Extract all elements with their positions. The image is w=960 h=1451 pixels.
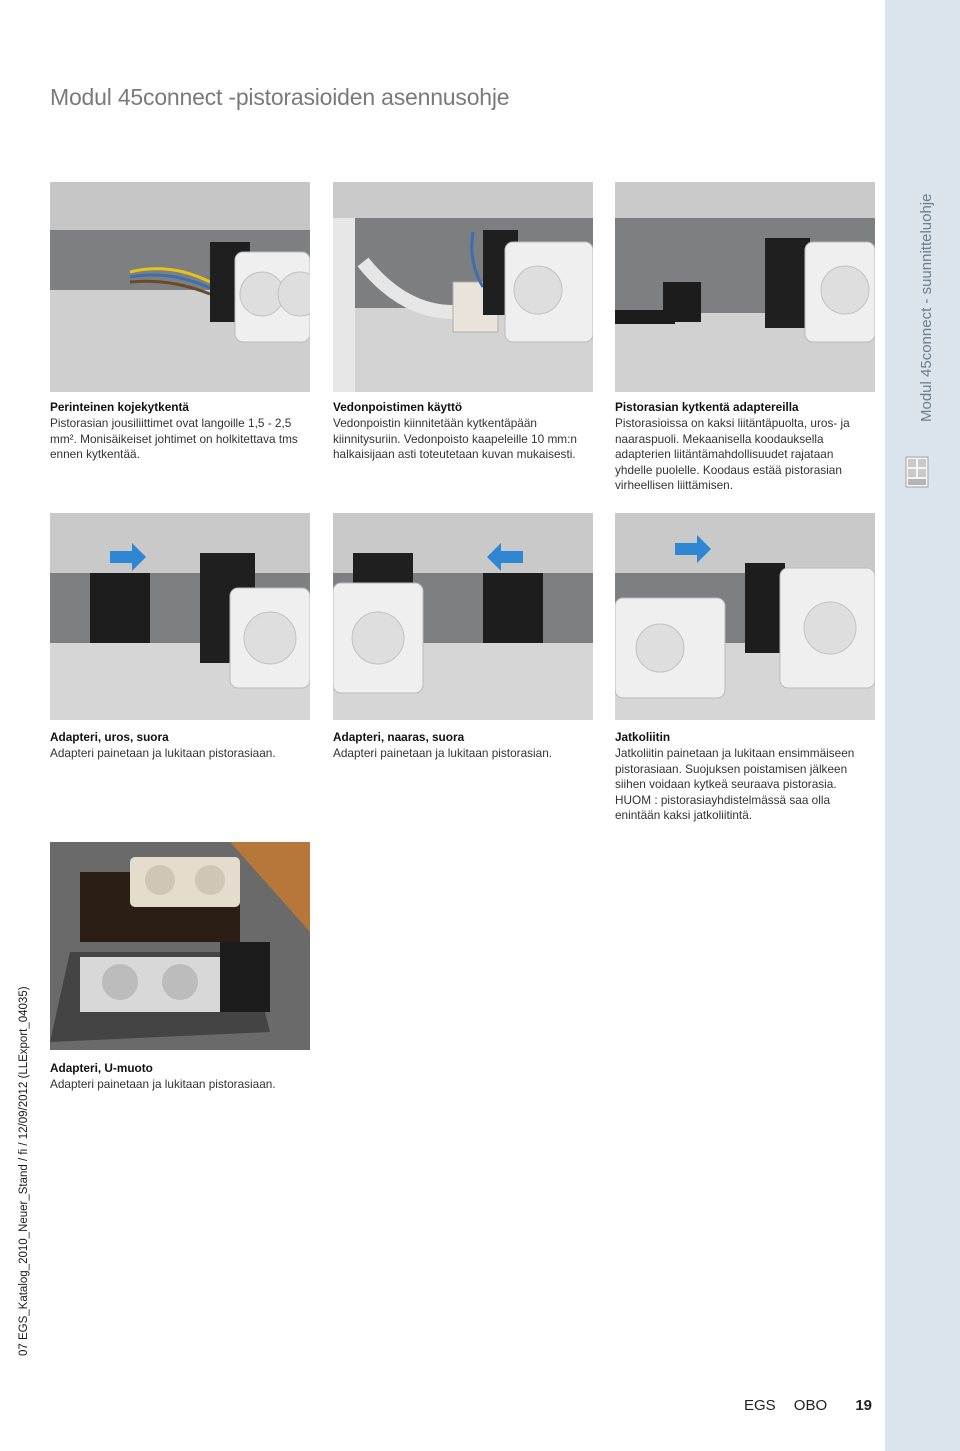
caption-title: Adapteri, uros, suora [50, 730, 169, 744]
photo-adapter-connection [615, 182, 875, 392]
caption-adapter-u-shape [50, 1061, 350, 1093]
photo-conventional-wiring [50, 182, 310, 392]
caption-title: Adapteri, U-muoto [50, 1061, 153, 1075]
photo-strain-relief [333, 182, 593, 392]
photo-extension-connector [615, 513, 875, 720]
caption-title: Jatkoliitin [615, 730, 671, 744]
footer [744, 1397, 872, 1414]
caption-body: Adapteri painetaan ja lukitaan pistorasiaan. [50, 746, 276, 761]
caption-title: Perinteinen kojekytkentä [50, 400, 189, 414]
footer-brand-egs: EGS [743, 1397, 776, 1414]
caption-body: Adapteri painetaan ja lukitaan pistorasiaan. [50, 1077, 276, 1092]
caption-adapter-connection [615, 400, 873, 493]
caption-body: Jatkoliitin painetaan ja lukitaan ensimmäiseen pistorasiaan. Suojuksen poistamisen jälkeen siihen voidaan kytkeä seuraava pistorasia. HUOM : pistorasiayhdistelmässä saa olla enintään kaksi jatkoliitintä. [615, 746, 855, 823]
footer-code: 07 EGS_Katalog_2010_Neuer_Stand / fi / 12/09/2012 (LLExport_04035) [18, 986, 30, 1356]
caption-extension-connector [615, 730, 873, 823]
side-tab-label: Modul 45connect - suunnitteluohje [918, 193, 935, 422]
caption-conventional-wiring [50, 400, 308, 463]
page-title: Modul 45connect -pistorasioiden asennusohje [50, 84, 510, 110]
footer-brand-obo: OBO [793, 1397, 828, 1414]
photo-adapter-male [50, 513, 310, 720]
caption-title: Vedonpoistimen käyttö [333, 400, 463, 414]
photo-adapter-female [333, 513, 593, 720]
socket-strip-icon [905, 456, 929, 488]
page-number: 19 [855, 1397, 872, 1414]
caption-adapter-male [50, 730, 308, 762]
caption-body: Pistorasian jousiliittimet ovat langoille 1,5 - 2,5 mm². Monisäikeiset johtimet on holkitettava tms ennen kytkentää. [50, 416, 298, 462]
caption-title: Adapteri, naaras, suora [333, 730, 465, 744]
caption-body: Vedonpoistin kiinnitetään kytkentäpään kiinnitysuriin. Vedonpoisto kaapeleille 10 mm:n halkaisijaan asti toteutetaan kuvan mukaisesti. [333, 416, 577, 462]
photo-adapter-u-shape [50, 842, 310, 1050]
caption-body: Adapteri painetaan ja lukitaan pistorasian. [333, 746, 553, 761]
caption-title: Pistorasian kytkentä adaptereilla [615, 400, 799, 414]
caption-strain-relief [333, 400, 591, 463]
caption-adapter-female [333, 730, 591, 762]
caption-body: Pistorasioissa on kaksi liitäntäpuolta, uros- ja naaraspuoli. Mekaanisella koodauksella adapterien liitäntämahdollisuudet rajataan yhdelle puolelle. Koodaus estää pistorasian virheellisen liittämisen. [615, 416, 850, 493]
